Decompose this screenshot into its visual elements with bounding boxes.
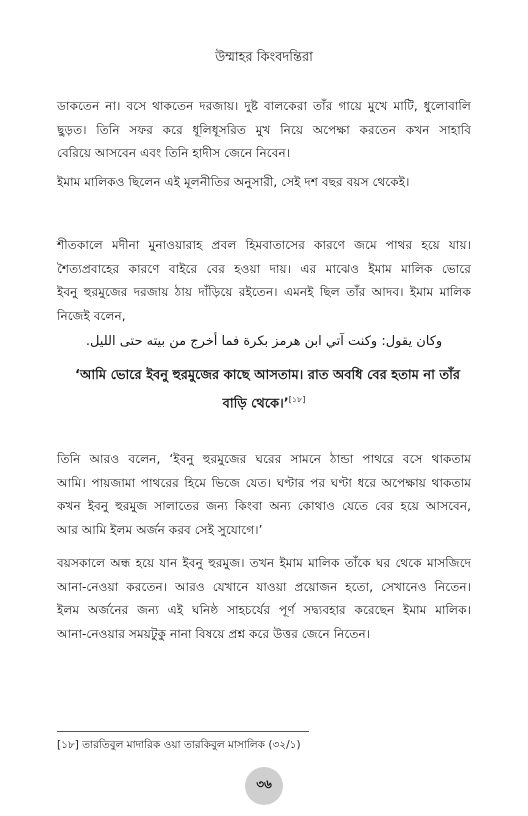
bengali-quote bbox=[75, 364, 461, 416]
quote-line-2 bbox=[75, 388, 453, 416]
text-line: আনা-নেওয়া করতেন। আরও যেখানে যাওয়া প্রয়োজন হতো, সেখানেও নিতেন। bbox=[57, 579, 471, 594]
text-line: আনা-নেওয়ার সময়টুকু নানা বিষয়ে প্রশ্ন করে উত্তর জেনে নিতেন। bbox=[57, 626, 371, 641]
quote-text: বাড়ি থেকে।’ bbox=[222, 396, 289, 412]
page-number: ৩৬ bbox=[245, 767, 283, 805]
footnote-ref: [১৮] bbox=[288, 395, 306, 404]
text-line: ছুড়ত। তিনি সফর করে ধূলিধূসরিত মুখ নিয়ে অপেক্ষা করতেন কখন সাহাবি bbox=[57, 122, 471, 137]
paragraph-1 bbox=[57, 95, 471, 166]
text-line: শীতকালে মদীনা মুনাওয়ারাহ প্রবল হিমবাতাসের কারণে জমে পাথর হয়ে যায়। bbox=[57, 238, 471, 252]
text-line: ডাকতেন না। বসে থাকতেন দরজায়। দুষ্ট বালকেরা তাঁর গায়ে মুখে মাটি, ধুলোবালি bbox=[57, 99, 471, 113]
text-line: শৈত্যপ্রবাহের কারণে বাইরে বের হওয়া দায়। এর মাঝেও ইমাম মালিক ভোরে bbox=[57, 261, 471, 276]
quote-line-1: ‘আমি ভোরে ইবনু হুরমুজের কাছে আসতাম। রাত অবধি বের হতাম না তাঁর bbox=[75, 368, 461, 383]
footnote: [১৮] তারতিবুল মাদারিক ওয়া তারকিবুল মাসালিক (৩২/১) bbox=[57, 739, 301, 751]
paragraph-4 bbox=[57, 448, 471, 542]
running-header: উম্মাহর কিংবদন্তিরা bbox=[215, 50, 313, 65]
footnote-divider bbox=[57, 731, 309, 732]
text-line: আর আমি ইলম অর্জন করব সেই সুযোগে।’ bbox=[57, 522, 263, 537]
text-line: তিনি আরও বলেন, ‘ইবনু হুরমুজের ঘরের সামনে ঠান্ডা পাথরে বসে থাকতাম bbox=[57, 452, 471, 466]
arabic-quote: وكان يقول: وكنت آتي ابن هرمز بكرة فما أخرج من بيته حتى الليل. bbox=[85, 334, 443, 349]
paragraph-2 bbox=[57, 171, 471, 195]
text-line: ইমাম মালিকও ছিলেন এই মূলনীতির অনুসারী, সেই দশ বছর বয়স থেকেই। bbox=[57, 175, 410, 189]
text-line: ইবনু হুরমুজের দরজায় ঠায় দাঁড়িয়ে রইতেন। এমনই ছিল তাঁর আদব। ইমাম মালিক bbox=[57, 285, 471, 300]
text-line: বেরিয়ে আসবেন এবং তিনি হাদীস জেনে নিবেন। bbox=[57, 146, 291, 161]
text-line: বয়সকালে অন্ধ হয়ে যান ইবনু হুরমুজ। তখন ইমাম মালিক তাঁকে ঘর থেকে মাসজিদে bbox=[57, 556, 471, 570]
text-line: নিজেই বলেন, bbox=[57, 308, 126, 323]
paragraph-3 bbox=[57, 234, 471, 328]
paragraph-5 bbox=[57, 552, 471, 646]
text-line: ইলম অর্জনের জন্য এই ঘনিষ্ঠ সাহচর্যের পূর্ণ সদ্ব্যবহার করেছেন ইমাম মালিক। bbox=[57, 603, 471, 618]
text-line: আমি। পায়জামা পাথরের হিমে ভিজে যেত। ঘণ্টার পর ঘণ্টা ধরে অপেক্ষায় থাকতাম bbox=[57, 475, 471, 490]
text-line: কখন ইবনু হুরমুজ সালাতের জন্য কিংবা অন্য কোথাও যেতে বের হয়ে আসবেন, bbox=[57, 499, 471, 514]
